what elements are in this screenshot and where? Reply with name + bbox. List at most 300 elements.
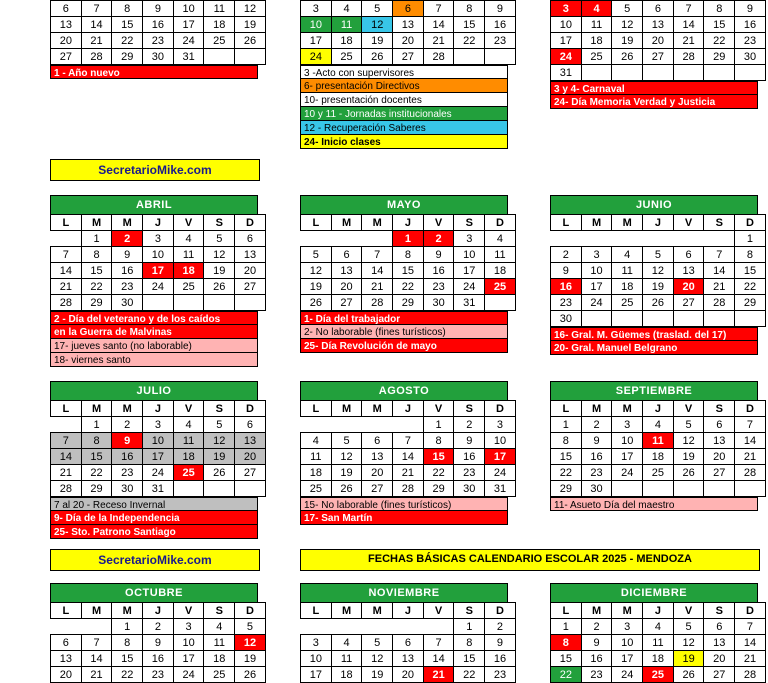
day-cell[interactable]: 2 — [581, 417, 612, 433]
day-cell[interactable]: 27 — [235, 465, 266, 481]
day-cell[interactable]: 11 — [612, 263, 643, 279]
day-cell[interactable]: 19 — [204, 263, 235, 279]
day-cell[interactable]: 15 — [393, 263, 424, 279]
day-cell[interactable]: 14 — [393, 449, 424, 465]
day-cell[interactable]: 16 — [485, 651, 516, 667]
day-cell[interactable]: 19 — [362, 667, 393, 683]
day-cell[interactable]: 12 — [235, 1, 266, 17]
day-cell[interactable]: 3 — [143, 417, 174, 433]
day-cell[interactable]: 10 — [581, 263, 612, 279]
day-cell[interactable]: 3 — [301, 635, 332, 651]
day-cell[interactable]: 2 — [581, 619, 612, 635]
day-cell[interactable]: 11 — [581, 17, 612, 33]
day-cell[interactable]: 26 — [612, 49, 643, 65]
day-cell[interactable]: 24 — [301, 49, 332, 65]
day-cell[interactable]: 4 — [643, 619, 674, 635]
day-cell[interactable]: 4 — [581, 1, 612, 17]
day-cell[interactable]: 1 — [735, 231, 766, 247]
day-cell[interactable]: 3 — [612, 619, 643, 635]
day-cell[interactable]: 7 — [673, 1, 704, 17]
day-cell[interactable]: 31 — [173, 49, 204, 65]
day-cell[interactable]: 23 — [454, 465, 485, 481]
day-cell[interactable]: 6 — [331, 247, 362, 263]
day-cell[interactable]: 19 — [643, 279, 674, 295]
day-cell[interactable]: 19 — [235, 651, 266, 667]
day-cell[interactable]: 15 — [551, 449, 582, 465]
day-cell[interactable]: 11 — [204, 1, 235, 17]
day-cell[interactable]: 1 — [393, 231, 424, 247]
day-cell[interactable]: 28 — [81, 49, 112, 65]
day-cell[interactable]: 18 — [331, 667, 362, 683]
day-cell[interactable]: 21 — [704, 279, 735, 295]
day-cell[interactable]: 9 — [735, 1, 766, 17]
day-cell[interactable]: 5 — [362, 1, 393, 17]
day-cell[interactable]: 20 — [51, 33, 82, 49]
day-cell[interactable]: 20 — [362, 465, 393, 481]
day-cell[interactable]: 16 — [423, 263, 454, 279]
day-cell[interactable]: 12 — [673, 635, 704, 651]
day-cell[interactable]: 8 — [454, 635, 485, 651]
day-cell[interactable]: 7 — [51, 433, 82, 449]
day-cell[interactable]: 26 — [301, 295, 332, 311]
day-cell[interactable]: 12 — [235, 635, 266, 651]
day-cell[interactable]: 6 — [362, 433, 393, 449]
day-cell[interactable]: 24 — [581, 295, 612, 311]
day-cell[interactable]: 11 — [643, 433, 674, 449]
day-cell[interactable]: 22 — [735, 279, 766, 295]
day-cell[interactable]: 17 — [173, 17, 204, 33]
day-cell[interactable]: 27 — [393, 49, 424, 65]
day-cell[interactable]: 25 — [485, 279, 516, 295]
day-cell[interactable]: 28 — [735, 465, 766, 481]
day-cell[interactable]: 7 — [423, 635, 454, 651]
day-cell[interactable]: 25 — [173, 279, 204, 295]
day-cell[interactable]: 21 — [51, 465, 82, 481]
day-cell[interactable]: 10 — [551, 17, 582, 33]
day-cell[interactable]: 7 — [362, 247, 393, 263]
day-cell[interactable]: 12 — [331, 449, 362, 465]
day-cell[interactable]: 26 — [673, 465, 704, 481]
day-cell[interactable]: 6 — [704, 417, 735, 433]
day-cell[interactable]: 2 — [112, 231, 143, 247]
day-cell[interactable]: 28 — [423, 49, 454, 65]
day-cell[interactable]: 15 — [112, 17, 143, 33]
day-cell[interactable]: 10 — [143, 433, 174, 449]
day-cell[interactable]: 28 — [673, 49, 704, 65]
day-cell[interactable]: 3 — [581, 247, 612, 263]
day-cell[interactable]: 21 — [735, 449, 766, 465]
day-cell[interactable]: 4 — [331, 635, 362, 651]
day-cell[interactable]: 23 — [551, 295, 582, 311]
day-cell[interactable]: 6 — [643, 1, 674, 17]
day-cell[interactable]: 8 — [704, 1, 735, 17]
day-cell[interactable]: 3 — [485, 417, 516, 433]
day-cell[interactable]: 17 — [143, 263, 174, 279]
day-cell[interactable]: 19 — [331, 465, 362, 481]
day-cell[interactable]: 6 — [673, 247, 704, 263]
day-cell[interactable]: 22 — [551, 465, 582, 481]
day-cell[interactable]: 15 — [704, 17, 735, 33]
day-cell[interactable]: 18 — [612, 279, 643, 295]
day-cell[interactable]: 13 — [643, 17, 674, 33]
day-cell[interactable]: 23 — [143, 667, 174, 683]
day-cell[interactable]: 10 — [612, 635, 643, 651]
day-cell[interactable]: 3 — [551, 1, 582, 17]
day-cell[interactable]: 25 — [204, 33, 235, 49]
day-cell[interactable]: 25 — [643, 667, 674, 683]
day-cell[interactable]: 8 — [551, 433, 582, 449]
day-cell[interactable]: 20 — [393, 33, 424, 49]
day-cell[interactable]: 11 — [643, 635, 674, 651]
day-cell[interactable]: 1 — [551, 619, 582, 635]
day-cell[interactable]: 15 — [551, 651, 582, 667]
day-cell[interactable]: 13 — [673, 263, 704, 279]
day-cell[interactable]: 15 — [112, 651, 143, 667]
day-cell[interactable]: 29 — [112, 49, 143, 65]
day-cell[interactable]: 19 — [673, 651, 704, 667]
day-cell[interactable]: 15 — [454, 17, 485, 33]
day-cell[interactable]: 23 — [112, 465, 143, 481]
day-cell[interactable]: 22 — [454, 33, 485, 49]
day-cell[interactable]: 2 — [454, 417, 485, 433]
day-cell[interactable]: 23 — [423, 279, 454, 295]
day-cell[interactable]: 9 — [423, 247, 454, 263]
day-cell[interactable]: 8 — [393, 247, 424, 263]
day-cell[interactable]: 24 — [612, 667, 643, 683]
day-cell[interactable]: 30 — [581, 481, 612, 497]
day-cell[interactable]: 22 — [393, 279, 424, 295]
day-cell[interactable]: 15 — [423, 449, 454, 465]
day-cell[interactable]: 6 — [704, 619, 735, 635]
day-cell[interactable]: 9 — [581, 433, 612, 449]
day-cell[interactable]: 1 — [81, 231, 112, 247]
day-cell[interactable]: 11 — [485, 247, 516, 263]
day-cell[interactable]: 7 — [704, 247, 735, 263]
day-cell[interactable]: 19 — [673, 449, 704, 465]
day-cell[interactable]: 19 — [362, 33, 393, 49]
day-cell[interactable]: 26 — [673, 667, 704, 683]
day-cell[interactable]: 26 — [331, 481, 362, 497]
day-cell[interactable]: 19 — [235, 17, 266, 33]
day-cell[interactable]: 14 — [735, 433, 766, 449]
day-cell[interactable]: 18 — [301, 465, 332, 481]
day-cell[interactable]: 20 — [643, 33, 674, 49]
day-cell[interactable]: 10 — [454, 247, 485, 263]
day-cell[interactable]: 13 — [362, 449, 393, 465]
day-cell[interactable]: 2 — [485, 619, 516, 635]
day-cell[interactable]: 10 — [173, 1, 204, 17]
day-cell[interactable]: 23 — [581, 465, 612, 481]
day-cell[interactable]: 29 — [704, 49, 735, 65]
day-cell[interactable]: 29 — [551, 481, 582, 497]
day-cell[interactable]: 17 — [301, 33, 332, 49]
day-cell[interactable]: 8 — [81, 247, 112, 263]
day-cell[interactable]: 20 — [51, 667, 82, 683]
day-cell[interactable]: 29 — [735, 295, 766, 311]
day-cell[interactable]: 7 — [735, 619, 766, 635]
day-cell[interactable]: 24 — [143, 465, 174, 481]
day-cell[interactable]: 11 — [173, 433, 204, 449]
day-cell[interactable]: 19 — [204, 449, 235, 465]
day-cell[interactable]: 18 — [204, 17, 235, 33]
day-cell[interactable]: 25 — [301, 481, 332, 497]
day-cell[interactable]: 22 — [704, 33, 735, 49]
day-cell[interactable]: 4 — [331, 1, 362, 17]
day-cell[interactable]: 19 — [301, 279, 332, 295]
day-cell[interactable]: 25 — [581, 49, 612, 65]
day-cell[interactable]: 8 — [454, 1, 485, 17]
day-cell[interactable]: 21 — [51, 279, 82, 295]
day-cell[interactable]: 12 — [362, 651, 393, 667]
day-cell[interactable]: 27 — [704, 465, 735, 481]
day-cell[interactable]: 2 — [112, 417, 143, 433]
day-cell[interactable]: 13 — [393, 651, 424, 667]
day-cell[interactable]: 11 — [301, 449, 332, 465]
day-cell[interactable]: 9 — [454, 433, 485, 449]
day-cell[interactable]: 21 — [81, 667, 112, 683]
day-cell[interactable]: 26 — [643, 295, 674, 311]
day-cell[interactable]: 22 — [81, 279, 112, 295]
day-cell[interactable]: 14 — [81, 651, 112, 667]
day-cell[interactable]: 14 — [51, 449, 82, 465]
day-cell[interactable]: 14 — [673, 17, 704, 33]
day-cell[interactable]: 5 — [673, 417, 704, 433]
day-cell[interactable]: 13 — [704, 635, 735, 651]
day-cell[interactable]: 14 — [51, 263, 82, 279]
day-cell[interactable]: 6 — [235, 231, 266, 247]
day-cell[interactable]: 24 — [485, 465, 516, 481]
day-cell[interactable]: 20 — [393, 667, 424, 683]
day-cell[interactable]: 9 — [112, 433, 143, 449]
day-cell[interactable]: 2 — [551, 247, 582, 263]
day-cell[interactable]: 11 — [204, 635, 235, 651]
day-cell[interactable]: 17 — [551, 33, 582, 49]
day-cell[interactable]: 8 — [112, 635, 143, 651]
day-cell[interactable]: 9 — [485, 1, 516, 17]
day-cell[interactable]: 6 — [393, 1, 424, 17]
day-cell[interactable]: 1 — [423, 417, 454, 433]
day-cell[interactable]: 13 — [393, 17, 424, 33]
day-cell[interactable]: 20 — [331, 279, 362, 295]
day-cell[interactable]: 12 — [362, 17, 393, 33]
day-cell[interactable]: 30 — [551, 311, 582, 327]
day-cell[interactable]: 3 — [301, 1, 332, 17]
day-cell[interactable]: 1 — [81, 417, 112, 433]
day-cell[interactable]: 24 — [612, 465, 643, 481]
day-cell[interactable]: 4 — [173, 417, 204, 433]
day-cell[interactable]: 9 — [551, 263, 582, 279]
day-cell[interactable]: 27 — [643, 49, 674, 65]
day-cell[interactable]: 14 — [423, 17, 454, 33]
day-cell[interactable]: 23 — [112, 279, 143, 295]
day-cell[interactable]: 2 — [423, 231, 454, 247]
day-cell[interactable]: 20 — [704, 449, 735, 465]
day-cell[interactable]: 26 — [204, 279, 235, 295]
day-cell[interactable]: 19 — [612, 33, 643, 49]
day-cell[interactable]: 20 — [704, 651, 735, 667]
day-cell[interactable]: 5 — [673, 619, 704, 635]
day-cell[interactable]: 5 — [235, 619, 266, 635]
day-cell[interactable]: 4 — [173, 231, 204, 247]
day-cell[interactable]: 7 — [81, 1, 112, 17]
day-cell[interactable]: 23 — [485, 667, 516, 683]
day-cell[interactable]: 21 — [81, 33, 112, 49]
day-cell[interactable]: 12 — [643, 263, 674, 279]
day-cell[interactable]: 12 — [301, 263, 332, 279]
day-cell[interactable]: 22 — [551, 667, 582, 683]
day-cell[interactable]: 23 — [143, 33, 174, 49]
day-cell[interactable]: 12 — [204, 433, 235, 449]
day-cell[interactable]: 30 — [112, 295, 143, 311]
day-cell[interactable]: 22 — [81, 465, 112, 481]
day-cell[interactable]: 22 — [112, 33, 143, 49]
day-cell[interactable]: 8 — [735, 247, 766, 263]
day-cell[interactable]: 5 — [204, 417, 235, 433]
day-cell[interactable]: 21 — [423, 33, 454, 49]
day-cell[interactable]: 14 — [735, 635, 766, 651]
day-cell[interactable]: 17 — [612, 651, 643, 667]
day-cell[interactable]: 7 — [81, 635, 112, 651]
day-cell[interactable]: 8 — [423, 433, 454, 449]
day-cell[interactable]: 9 — [143, 635, 174, 651]
day-cell[interactable]: 27 — [51, 49, 82, 65]
day-cell[interactable]: 14 — [704, 263, 735, 279]
day-cell[interactable]: 28 — [51, 481, 82, 497]
day-cell[interactable]: 28 — [704, 295, 735, 311]
day-cell[interactable]: 25 — [331, 49, 362, 65]
day-cell[interactable]: 13 — [235, 433, 266, 449]
day-cell[interactable]: 4 — [301, 433, 332, 449]
day-cell[interactable]: 30 — [454, 481, 485, 497]
day-cell[interactable]: 24 — [173, 667, 204, 683]
day-cell[interactable]: 7 — [735, 417, 766, 433]
day-cell[interactable]: 12 — [673, 433, 704, 449]
day-cell[interactable]: 16 — [454, 449, 485, 465]
day-cell[interactable]: 16 — [485, 17, 516, 33]
day-cell[interactable]: 15 — [735, 263, 766, 279]
day-cell[interactable]: 17 — [454, 263, 485, 279]
day-cell[interactable]: 26 — [204, 465, 235, 481]
day-cell[interactable]: 11 — [331, 651, 362, 667]
day-cell[interactable]: 24 — [173, 33, 204, 49]
day-cell[interactable]: 27 — [673, 295, 704, 311]
day-cell[interactable]: 3 — [612, 417, 643, 433]
day-cell[interactable]: 13 — [331, 263, 362, 279]
day-cell[interactable]: 22 — [112, 667, 143, 683]
day-cell[interactable]: 20 — [673, 279, 704, 295]
day-cell[interactable]: 9 — [581, 635, 612, 651]
day-cell[interactable]: 6 — [51, 635, 82, 651]
day-cell[interactable]: 9 — [485, 635, 516, 651]
day-cell[interactable]: 5 — [301, 247, 332, 263]
day-cell[interactable]: 29 — [423, 481, 454, 497]
day-cell[interactable]: 23 — [735, 33, 766, 49]
day-cell[interactable]: 25 — [643, 465, 674, 481]
day-cell[interactable]: 21 — [393, 465, 424, 481]
day-cell[interactable]: 20 — [235, 263, 266, 279]
day-cell[interactable]: 12 — [612, 17, 643, 33]
day-cell[interactable]: 10 — [173, 635, 204, 651]
day-cell[interactable]: 23 — [485, 33, 516, 49]
day-cell[interactable]: 16 — [581, 449, 612, 465]
day-cell[interactable]: 1 — [112, 619, 143, 635]
day-cell[interactable]: 9 — [143, 1, 174, 17]
day-cell[interactable]: 15 — [81, 449, 112, 465]
day-cell[interactable]: 10 — [301, 651, 332, 667]
day-cell[interactable]: 24 — [143, 279, 174, 295]
day-cell[interactable]: 17 — [581, 279, 612, 295]
day-cell[interactable]: 24 — [551, 49, 582, 65]
day-cell[interactable]: 20 — [235, 449, 266, 465]
day-cell[interactable]: 21 — [423, 667, 454, 683]
day-cell[interactable]: 11 — [331, 17, 362, 33]
day-cell[interactable]: 8 — [112, 1, 143, 17]
day-cell[interactable]: 21 — [735, 651, 766, 667]
day-cell[interactable]: 13 — [704, 433, 735, 449]
day-cell[interactable]: 10 — [612, 433, 643, 449]
day-cell[interactable]: 31 — [143, 481, 174, 497]
day-cell[interactable]: 16 — [735, 17, 766, 33]
day-cell[interactable]: 25 — [173, 465, 204, 481]
day-cell[interactable]: 10 — [143, 247, 174, 263]
day-cell[interactable]: 7 — [393, 433, 424, 449]
day-cell[interactable]: 14 — [423, 651, 454, 667]
day-cell[interactable]: 29 — [81, 295, 112, 311]
day-cell[interactable]: 7 — [423, 1, 454, 17]
day-cell[interactable]: 10 — [301, 17, 332, 33]
day-cell[interactable]: 5 — [612, 1, 643, 17]
day-cell[interactable]: 17 — [173, 651, 204, 667]
day-cell[interactable]: 30 — [112, 481, 143, 497]
day-cell[interactable]: 26 — [362, 49, 393, 65]
day-cell[interactable]: 9 — [112, 247, 143, 263]
day-cell[interactable]: 4 — [485, 231, 516, 247]
day-cell[interactable]: 5 — [204, 231, 235, 247]
day-cell[interactable]: 25 — [612, 295, 643, 311]
day-cell[interactable]: 27 — [331, 295, 362, 311]
day-cell[interactable]: 8 — [81, 433, 112, 449]
day-cell[interactable]: 4 — [643, 417, 674, 433]
watermark-secretariomike[interactable]: SecretarioMike.com — [50, 159, 260, 181]
day-cell[interactable]: 28 — [735, 667, 766, 683]
day-cell[interactable]: 28 — [393, 481, 424, 497]
day-cell[interactable]: 24 — [454, 279, 485, 295]
day-cell[interactable]: 28 — [51, 295, 82, 311]
day-cell[interactable]: 26 — [235, 667, 266, 683]
day-cell[interactable]: 18 — [204, 651, 235, 667]
day-cell[interactable]: 31 — [551, 65, 582, 81]
day-cell[interactable]: 23 — [581, 667, 612, 683]
day-cell[interactable]: 29 — [81, 481, 112, 497]
day-cell[interactable]: 3 — [173, 619, 204, 635]
day-cell[interactable]: 14 — [81, 17, 112, 33]
day-cell[interactable]: 22 — [423, 465, 454, 481]
day-cell[interactable]: 16 — [581, 651, 612, 667]
day-cell[interactable]: 1 — [551, 417, 582, 433]
day-cell[interactable]: 18 — [643, 651, 674, 667]
day-cell[interactable]: 1 — [454, 619, 485, 635]
day-cell[interactable]: 18 — [643, 449, 674, 465]
day-cell[interactable]: 17 — [301, 667, 332, 683]
day-cell[interactable]: 16 — [143, 17, 174, 33]
day-cell[interactable]: 21 — [362, 279, 393, 295]
day-cell[interactable]: 28 — [362, 295, 393, 311]
day-cell[interactable]: 27 — [235, 279, 266, 295]
day-cell[interactable]: 18 — [331, 33, 362, 49]
day-cell[interactable]: 5 — [643, 247, 674, 263]
day-cell[interactable]: 3 — [454, 231, 485, 247]
day-cell[interactable]: 18 — [485, 263, 516, 279]
